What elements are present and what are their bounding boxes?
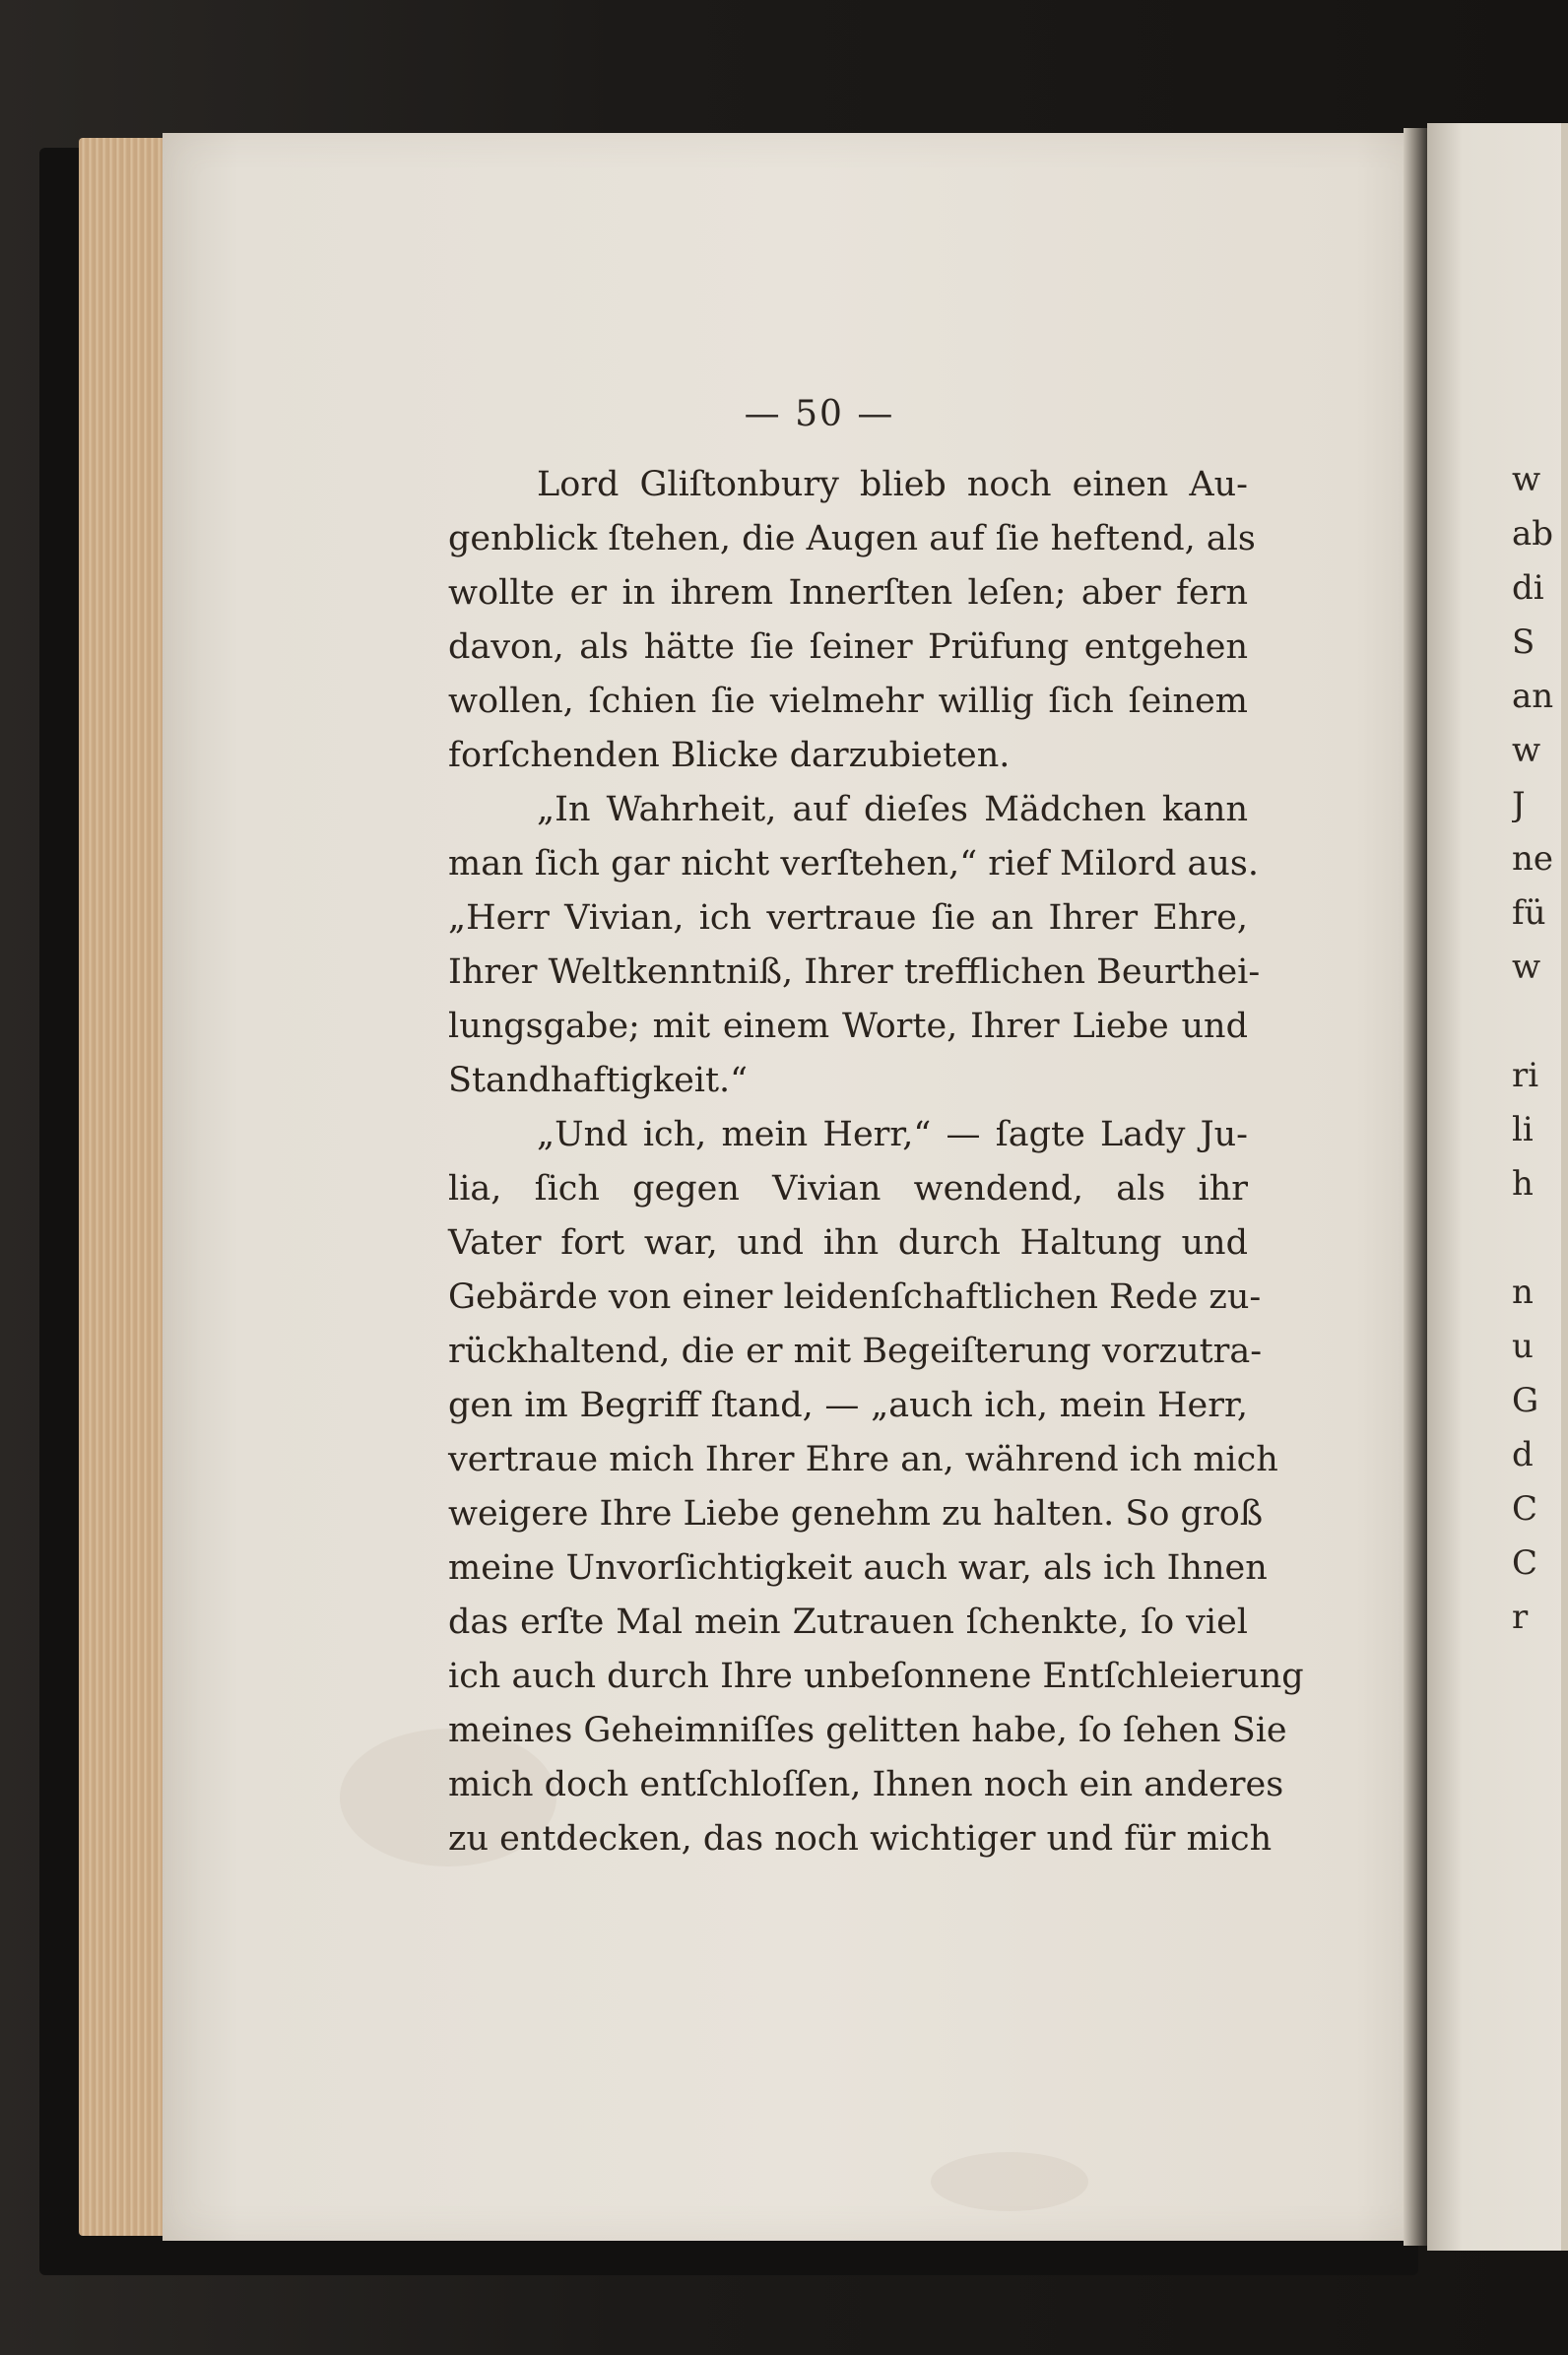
text-line: das erſte Mal mein Zutrauen ſchenkte, ſo viel (448, 1603, 1248, 1642)
text-line: rückhaltend, die er mit Begeiſterung vorzutra- (448, 1332, 1263, 1371)
page-number: — 50 — (744, 394, 895, 434)
facing-text-line (1512, 1211, 1566, 1266)
text-line: ich auch durch Ihre unbeſonnene Entſchleierung (448, 1657, 1304, 1696)
text-line: zu entdecken, das noch wichtiger und für mich (448, 1819, 1273, 1859)
facing-text-line: w (1512, 460, 1541, 499)
text-line: lia, ſich gegen Vivian wendend, als ihr (448, 1169, 1248, 1209)
text-line: man ſich gar nicht verſtehen,“ rief Milord aus. (448, 844, 1259, 883)
facing-text-line: d (1512, 1435, 1534, 1474)
facing-text-line: fü (1512, 893, 1546, 933)
page-edges (79, 138, 167, 2236)
facing-text-line: S (1512, 622, 1535, 662)
text-line: wollte er in ihrem Innerſten leſen; aber fern (448, 573, 1248, 613)
facing-text-line: di (1512, 568, 1544, 608)
facing-text-line: r (1512, 1598, 1529, 1637)
facing-text-line: ri (1512, 1056, 1539, 1095)
text-line: gen im Begriff ſtand, — „auch ich, mein Herr, (448, 1386, 1248, 1425)
text-line: Vater fort war, und ihn durch Haltung und (448, 1223, 1248, 1263)
facing-text-line: u (1512, 1327, 1534, 1366)
body-text (448, 458, 1304, 1866)
text-line: meines Geheimniſſes gelitten habe, ſo ſehen Sie (448, 1711, 1287, 1750)
text-line: mich doch entſchloſſen, Ihnen noch ein anderes (448, 1765, 1284, 1804)
text-line: Ihrer Weltkenntniß, Ihrer trefflichen Beurthei- (448, 952, 1261, 992)
facing-text-line: an (1512, 677, 1554, 716)
facing-text-line: n (1512, 1273, 1534, 1312)
facing-text-line: w (1512, 948, 1541, 987)
text-line: forſchenden Blicke darzubieten. (448, 736, 1011, 775)
book-gutter (1404, 128, 1427, 2246)
text-line: wollen, ſchien ſie vielmehr willig ſich ſeinem (448, 682, 1248, 721)
text-line: Lord Gliſtonbury blieb noch einen Au- (537, 465, 1248, 504)
text-line: genblick ſtehen, die Augen auf ſie heftend, als (448, 519, 1256, 558)
facing-text-line: C (1512, 1489, 1538, 1529)
text-line: Standhaftigkeit.“ (448, 1061, 749, 1100)
text-line: „In Wahrheit, auf dieſes Mädchen kann (537, 790, 1248, 829)
facing-text-line: ab (1512, 514, 1554, 554)
text-line: Gebärde von einer leidenſchaftlichen Rede zu- (448, 1277, 1262, 1317)
facing-text-line (1512, 995, 1566, 1049)
facing-text-line: w (1512, 731, 1541, 770)
facing-text-line: li (1512, 1110, 1534, 1149)
text-line: weigere Ihre Liebe genehm zu halten. So groß (448, 1494, 1264, 1534)
facing-text-line: J (1512, 785, 1526, 824)
facing-page-text (1512, 453, 1566, 1645)
text-line: meine Unvorſichtigkeit auch war, als ich Ihnen (448, 1548, 1268, 1588)
text-line: lungsgabe; mit einem Worte, Ihrer Liebe und (448, 1007, 1248, 1046)
paper-stain (931, 2152, 1088, 2211)
text-line: „Und ich, mein Herr,“ — ſagte Lady Ju- (537, 1115, 1248, 1154)
facing-text-line: G (1512, 1381, 1539, 1420)
facing-text-line: h (1512, 1164, 1534, 1204)
facing-text-line: ne (1512, 839, 1554, 879)
text-line: vertraue mich Ihrer Ehre an, während ich mich (448, 1440, 1278, 1479)
text-line: davon, als hätte ſie ſeiner Prüfung entgehen (448, 627, 1248, 667)
text-line: „Herr Vivian, ich vertraue ſie an Ihrer Ehre, (448, 898, 1248, 938)
facing-text-line: C (1512, 1543, 1538, 1583)
